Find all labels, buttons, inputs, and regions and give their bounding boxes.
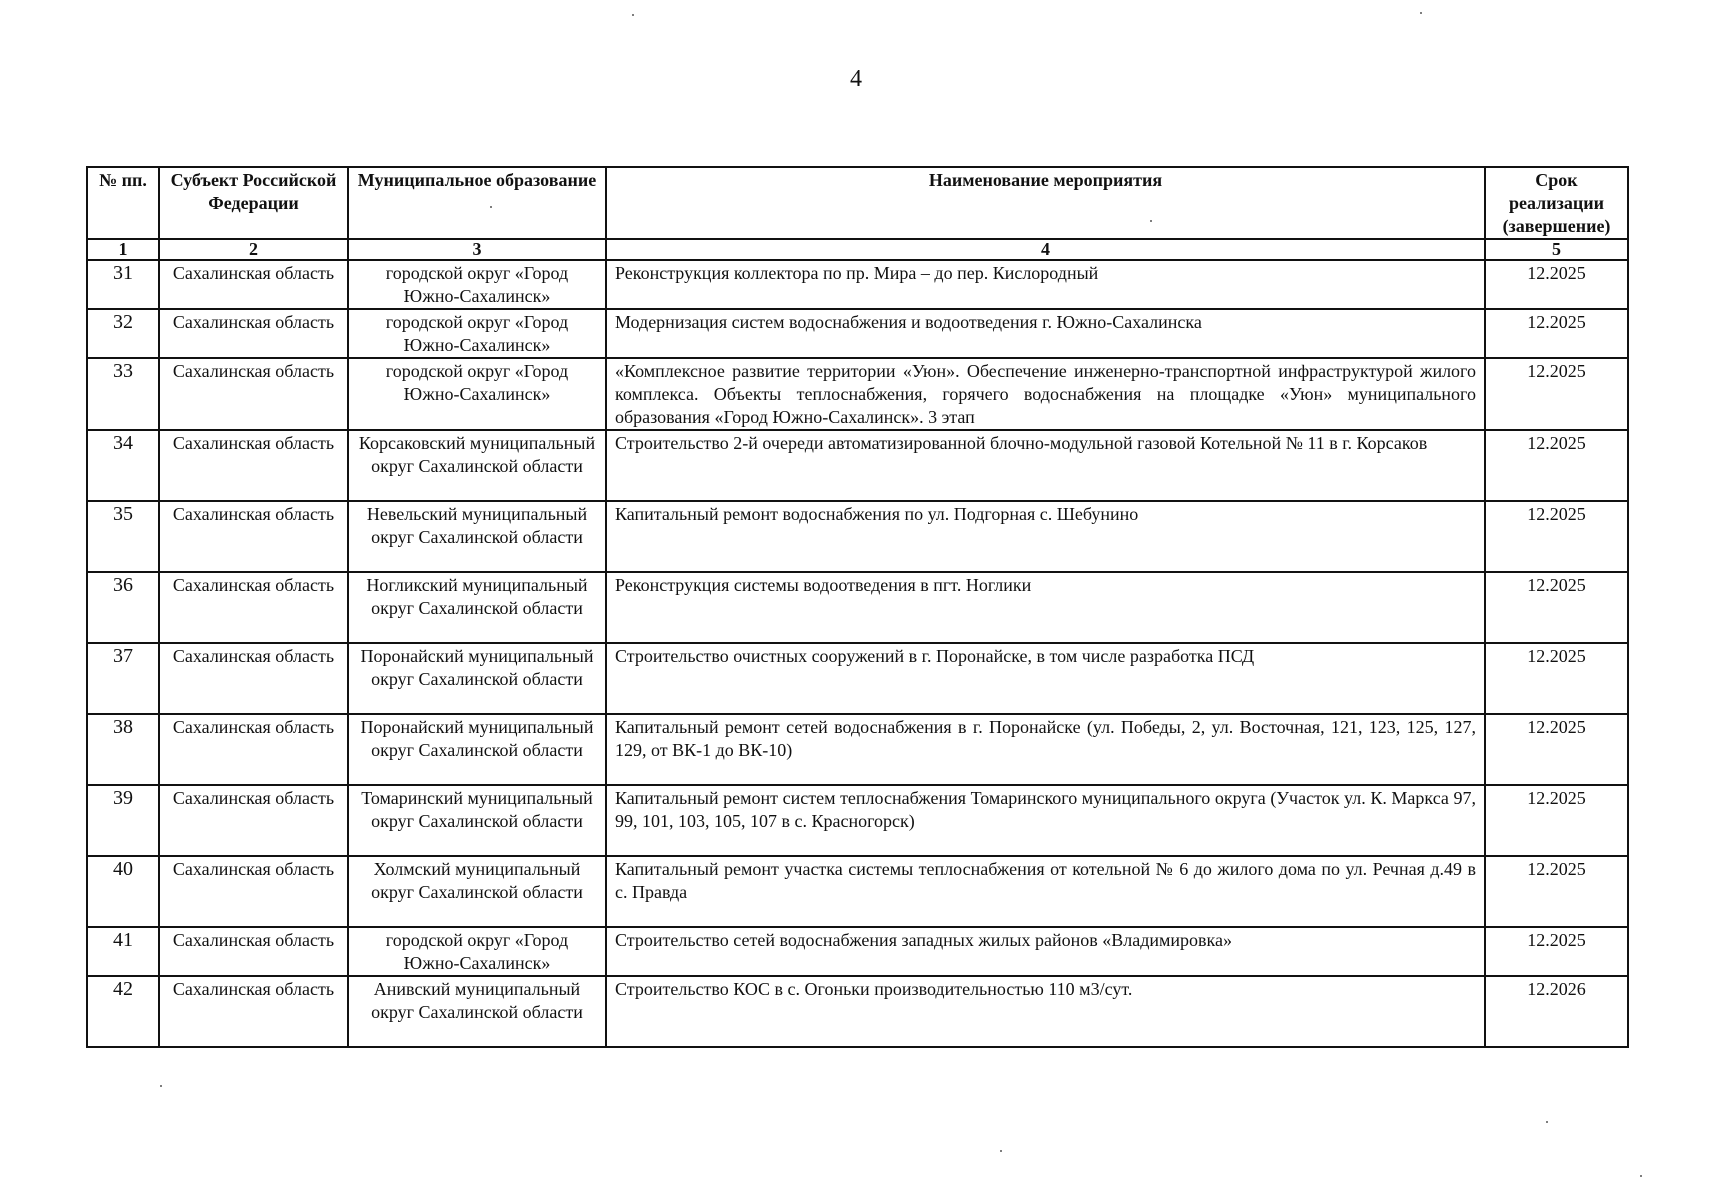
table-row <box>87 309 1628 358</box>
row-measure: Капитальный ремонт сетей водоснабжения в г. Поронайске (ул. Победы, 2, ул. Восточная, 121, 123, 125, 127, 129, от ВК-1 до ВК-10) <box>606 714 1485 785</box>
row-deadline: 12.2025 <box>1485 643 1628 714</box>
scan-speck <box>490 206 492 208</box>
column-number: 4 <box>606 239 1485 260</box>
row-deadline: 12.2025 <box>1485 358 1628 430</box>
scan-speck <box>1000 1150 1002 1152</box>
row-subject: Сахалинская область <box>159 572 348 643</box>
column-number: 1 <box>87 239 159 260</box>
row-municipality: Поронайский муниципальный округ Сахалинской области <box>348 714 606 785</box>
row-municipality: городской округ «Город Южно-Сахалинск» <box>348 309 606 358</box>
header-num: № пп. <box>87 167 159 239</box>
header-deadline: Срок реализации (завершение) <box>1485 167 1628 239</box>
row-measure: Строительство 2-й очереди автоматизированной блочно-модульной газовой Котельной № 11 в г. Корсаков <box>606 430 1485 501</box>
row-number: 34 <box>87 430 159 501</box>
scan-speck <box>1420 12 1422 14</box>
row-measure: Строительство очистных сооружений в г. Поронайске, в том числе разработка ПСД <box>606 643 1485 714</box>
row-measure: Реконструкция системы водоотведения в пгт. Ноглики <box>606 572 1485 643</box>
row-subject: Сахалинская область <box>159 430 348 501</box>
row-number: 39 <box>87 785 159 856</box>
row-deadline: 12.2025 <box>1485 309 1628 358</box>
row-municipality: городской округ «Город Южно-Сахалинск» <box>348 927 606 976</box>
row-number: 41 <box>87 927 159 976</box>
table-row <box>87 572 1628 643</box>
row-number: 31 <box>87 260 159 309</box>
scan-speck <box>160 1085 162 1087</box>
row-number: 38 <box>87 714 159 785</box>
row-deadline: 12.2025 <box>1485 785 1628 856</box>
row-number: 40 <box>87 856 159 927</box>
table-row <box>87 643 1628 714</box>
header-measure: Наименование мероприятия <box>606 167 1485 239</box>
row-measure: Строительство сетей водоснабжения западных жилых районов «Владимировка» <box>606 927 1485 976</box>
row-subject: Сахалинская область <box>159 976 348 1047</box>
table-row <box>87 260 1628 309</box>
row-measure: Модернизация систем водоснабжения и водоотведения г. Южно-Сахалинска <box>606 309 1485 358</box>
row-number: 36 <box>87 572 159 643</box>
table-row <box>87 430 1628 501</box>
row-subject: Сахалинская область <box>159 643 348 714</box>
page-number: 4 <box>850 66 862 92</box>
row-subject: Сахалинская область <box>159 501 348 572</box>
row-measure: Капитальный ремонт систем теплоснабжения Томаринского муниципального округа (Участок ул. К. Маркса 97, 99, 101, 103, 105, 107 в с. Красногорск) <box>606 785 1485 856</box>
table-row <box>87 714 1628 785</box>
row-number: 35 <box>87 501 159 572</box>
row-number: 42 <box>87 976 159 1047</box>
row-municipality: Невельский муниципальный округ Сахалинской области <box>348 501 606 572</box>
column-number-row <box>87 239 1628 260</box>
table-row <box>87 856 1628 927</box>
row-deadline: 12.2025 <box>1485 430 1628 501</box>
column-number: 2 <box>159 239 348 260</box>
row-number: 37 <box>87 643 159 714</box>
table-row <box>87 785 1628 856</box>
header-municipality: Муниципальное образование <box>348 167 606 239</box>
row-municipality: городской округ «Город Южно-Сахалинск» <box>348 260 606 309</box>
scan-speck <box>1150 220 1152 222</box>
row-measure: Капитальный ремонт участка системы теплоснабжения от котельной № 6 до жилого дома по ул. Речная д.49 в с. Правда <box>606 856 1485 927</box>
row-deadline: 12.2026 <box>1485 976 1628 1047</box>
header-subject: Субъект Российской Федерации <box>159 167 348 239</box>
row-deadline: 12.2025 <box>1485 260 1628 309</box>
scan-speck <box>1546 1121 1548 1123</box>
row-measure: «Комплексное развитие территории «Уюн». Обеспечение инженерно-транспортной инфраструктурой жилого комплекса. Объекты теплоснабжения, горячего водоснабжения на площадке «Уюн» муниципального образования «Город Южно-Сахалинск». 3 этап <box>606 358 1485 430</box>
row-municipality: Корсаковский муниципальный округ Сахалинской области <box>348 430 606 501</box>
measures-table <box>86 166 1629 1048</box>
row-municipality: Анивский муниципальный округ Сахалинской области <box>348 976 606 1047</box>
column-number: 3 <box>348 239 606 260</box>
row-municipality: Поронайский муниципальный округ Сахалинской области <box>348 643 606 714</box>
row-subject: Сахалинская область <box>159 309 348 358</box>
row-subject: Сахалинская область <box>159 260 348 309</box>
row-municipality: Ногликский муниципальный округ Сахалинской области <box>348 572 606 643</box>
row-number: 32 <box>87 309 159 358</box>
table-row <box>87 358 1628 430</box>
row-municipality: городской округ «Город Южно-Сахалинск» <box>348 358 606 430</box>
row-deadline: 12.2025 <box>1485 572 1628 643</box>
row-deadline: 12.2025 <box>1485 501 1628 572</box>
row-number: 33 <box>87 358 159 430</box>
row-subject: Сахалинская область <box>159 358 348 430</box>
scan-speck <box>632 14 634 16</box>
row-subject: Сахалинская область <box>159 927 348 976</box>
row-subject: Сахалинская область <box>159 785 348 856</box>
table-row <box>87 501 1628 572</box>
row-measure: Реконструкция коллектора по пр. Мира – до пер. Кислородный <box>606 260 1485 309</box>
row-municipality: Томаринский муниципальный округ Сахалинской области <box>348 785 606 856</box>
row-subject: Сахалинская область <box>159 856 348 927</box>
table-row <box>87 927 1628 976</box>
row-measure: Капитальный ремонт водоснабжения по ул. Подгорная с. Шебунино <box>606 501 1485 572</box>
row-deadline: 12.2025 <box>1485 714 1628 785</box>
row-subject: Сахалинская область <box>159 714 348 785</box>
column-number: 5 <box>1485 239 1628 260</box>
row-deadline: 12.2025 <box>1485 927 1628 976</box>
table-row <box>87 976 1628 1047</box>
row-municipality: Холмский муниципальный округ Сахалинской области <box>348 856 606 927</box>
row-measure: Строительство КОС в с. Огоньки производительностью 110 м3/сут. <box>606 976 1485 1047</box>
row-deadline: 12.2025 <box>1485 856 1628 927</box>
table-header-row <box>87 167 1628 239</box>
scan-speck <box>1640 1175 1642 1177</box>
